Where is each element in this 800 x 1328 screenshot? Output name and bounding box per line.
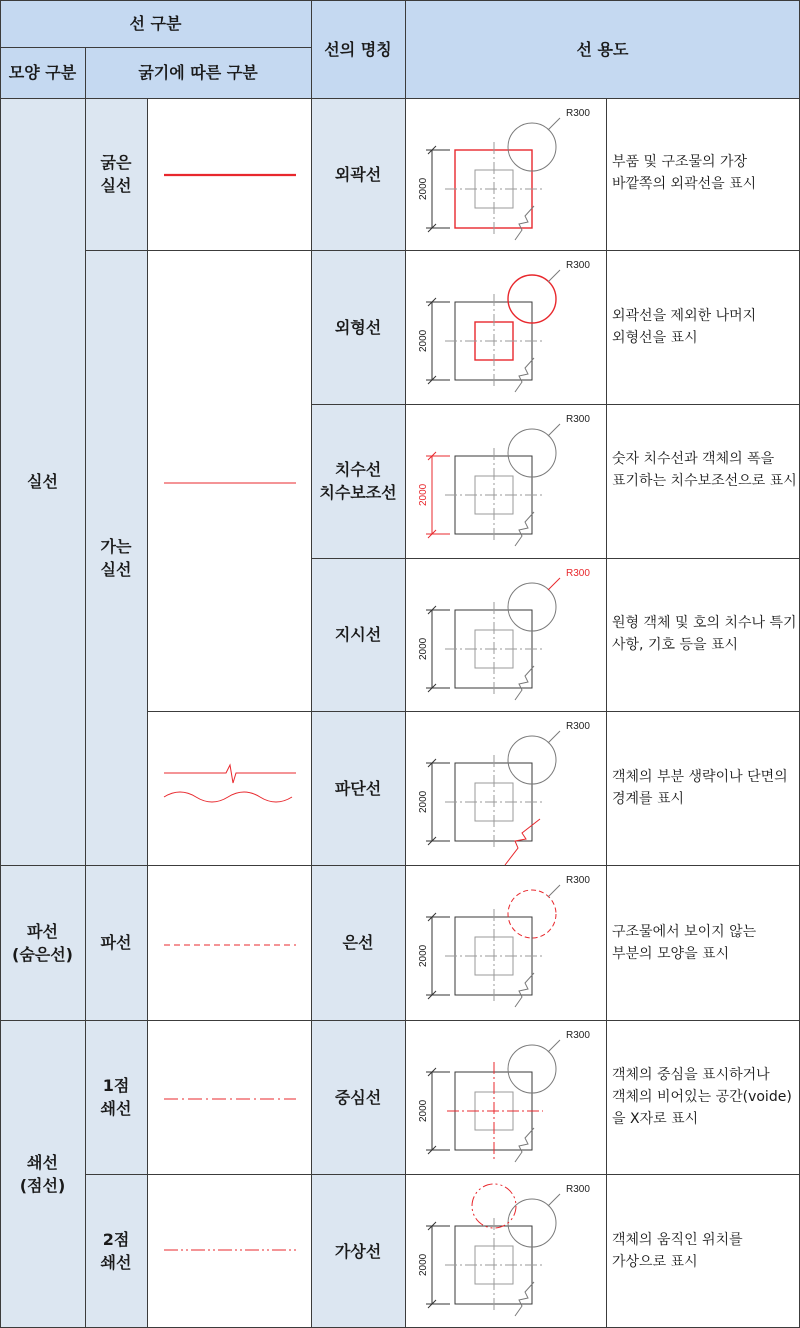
name-outline: 외곽선: [334, 164, 382, 184]
break-line: [515, 973, 534, 1007]
drawing-leader: [418, 568, 590, 700]
break-line: [515, 1128, 534, 1162]
leader-line: [548, 731, 560, 743]
leader-line: [548, 1040, 560, 1052]
group-chain: 쇄선 (점선): [19, 1153, 66, 1195]
name-leader: 지시선: [334, 625, 382, 644]
name-hidden: 은선: [342, 933, 374, 952]
desc-outline: 부품 및 구조물의 가장 바깥쪽의 외곽선을 표시: [612, 154, 757, 192]
leader-line: [548, 885, 560, 897]
thickness-thick-solid: 굵은 실선: [100, 153, 132, 195]
line-samples: [164, 175, 296, 1250]
drawing-center: [418, 1030, 590, 1162]
break-line: [515, 358, 534, 392]
desc-hidden: 구조물에서 보이지 않는 부분의 모양을 표시: [612, 924, 757, 962]
leader-line: [548, 578, 560, 590]
header-line-name: 선의 명칭: [324, 39, 392, 59]
desc-contour: 외곽선을 제외한 나머지 외형선을 표시: [612, 308, 757, 346]
name-break: 파단선: [334, 778, 382, 798]
break-line: [515, 206, 534, 240]
thickness-two-dot-chain: 2점 쇄선: [100, 1230, 132, 1272]
group-dashed: 파선 (숨은선): [12, 921, 73, 964]
drawing-break: [418, 721, 590, 865]
leader-line: [548, 270, 560, 282]
leader-line: [548, 1194, 560, 1206]
dimension-label: 2000: [418, 177, 429, 200]
radius-label: R300: [566, 1184, 590, 1195]
break-line: [515, 512, 534, 546]
leader-line: [548, 424, 560, 436]
radius-label: R300: [566, 568, 590, 579]
drawing-contour: [418, 260, 590, 392]
name-contour: 외형선: [334, 317, 382, 337]
dimension-label: 2000: [418, 483, 429, 506]
dimension-label: 2000: [418, 1099, 429, 1122]
radius-label: R300: [566, 414, 590, 425]
drawing-outline: [418, 108, 590, 240]
dimension-label: 2000: [418, 944, 429, 967]
radius-label: R300: [566, 721, 590, 732]
desc-center: 객체의 중심을 표시하거나 객체의 비어있는 공간(voide)을 X자로 표시: [612, 1067, 792, 1127]
drawing-hidden: [418, 875, 590, 1007]
radius-label: R300: [566, 260, 590, 271]
thickness-one-dot-chain: 1점 쇄선: [100, 1076, 132, 1118]
drawing-phantom: [418, 1184, 590, 1316]
desc-dimension: 숫자 치수선과 객체의 폭을 표기하는 치수보조선으로 표시: [612, 451, 797, 489]
dimension-label: 2000: [418, 790, 429, 813]
dimension-label: 2000: [418, 1253, 429, 1276]
desc-leader: 원형 객체 및 호의 치수나 특기 사항, 기호 등을 표시: [612, 615, 797, 653]
header-line-class: 선 구분: [129, 14, 182, 33]
radius-label: R300: [566, 1030, 590, 1041]
header-line-use: 선 용도: [576, 39, 629, 59]
radius-label: R300: [566, 108, 590, 119]
radius-label: R300: [566, 875, 590, 886]
break-line: [505, 819, 540, 865]
desc-phantom: 객체의 움직인 위치를 가상으로 표시: [612, 1232, 743, 1270]
dimension-label: 2000: [418, 329, 429, 352]
name-dimension: 치수선 치수보조선: [319, 460, 397, 502]
leader-line: [548, 118, 560, 130]
name-center: 중심선: [334, 1087, 382, 1107]
break-line: [515, 1282, 534, 1316]
dimension-label: 2000: [418, 637, 429, 660]
sample-break-zigzag: [164, 765, 296, 783]
name-phantom: 가상선: [334, 1241, 382, 1261]
group-solid: 실선: [27, 472, 58, 491]
desc-break: 객체의 부분 생략이나 단면의 경계를 표시: [612, 769, 788, 807]
thickness-thin-solid: 가는 실선: [100, 536, 132, 579]
drawing-dimension: [418, 414, 590, 546]
break-line: [515, 666, 534, 700]
sample-break-wave: [164, 792, 292, 802]
thickness-dashed: 파선: [100, 933, 132, 952]
header-shape-class: 모양 구분: [8, 63, 77, 82]
header-thickness-class: 굵기에 따른 구분: [138, 63, 258, 82]
